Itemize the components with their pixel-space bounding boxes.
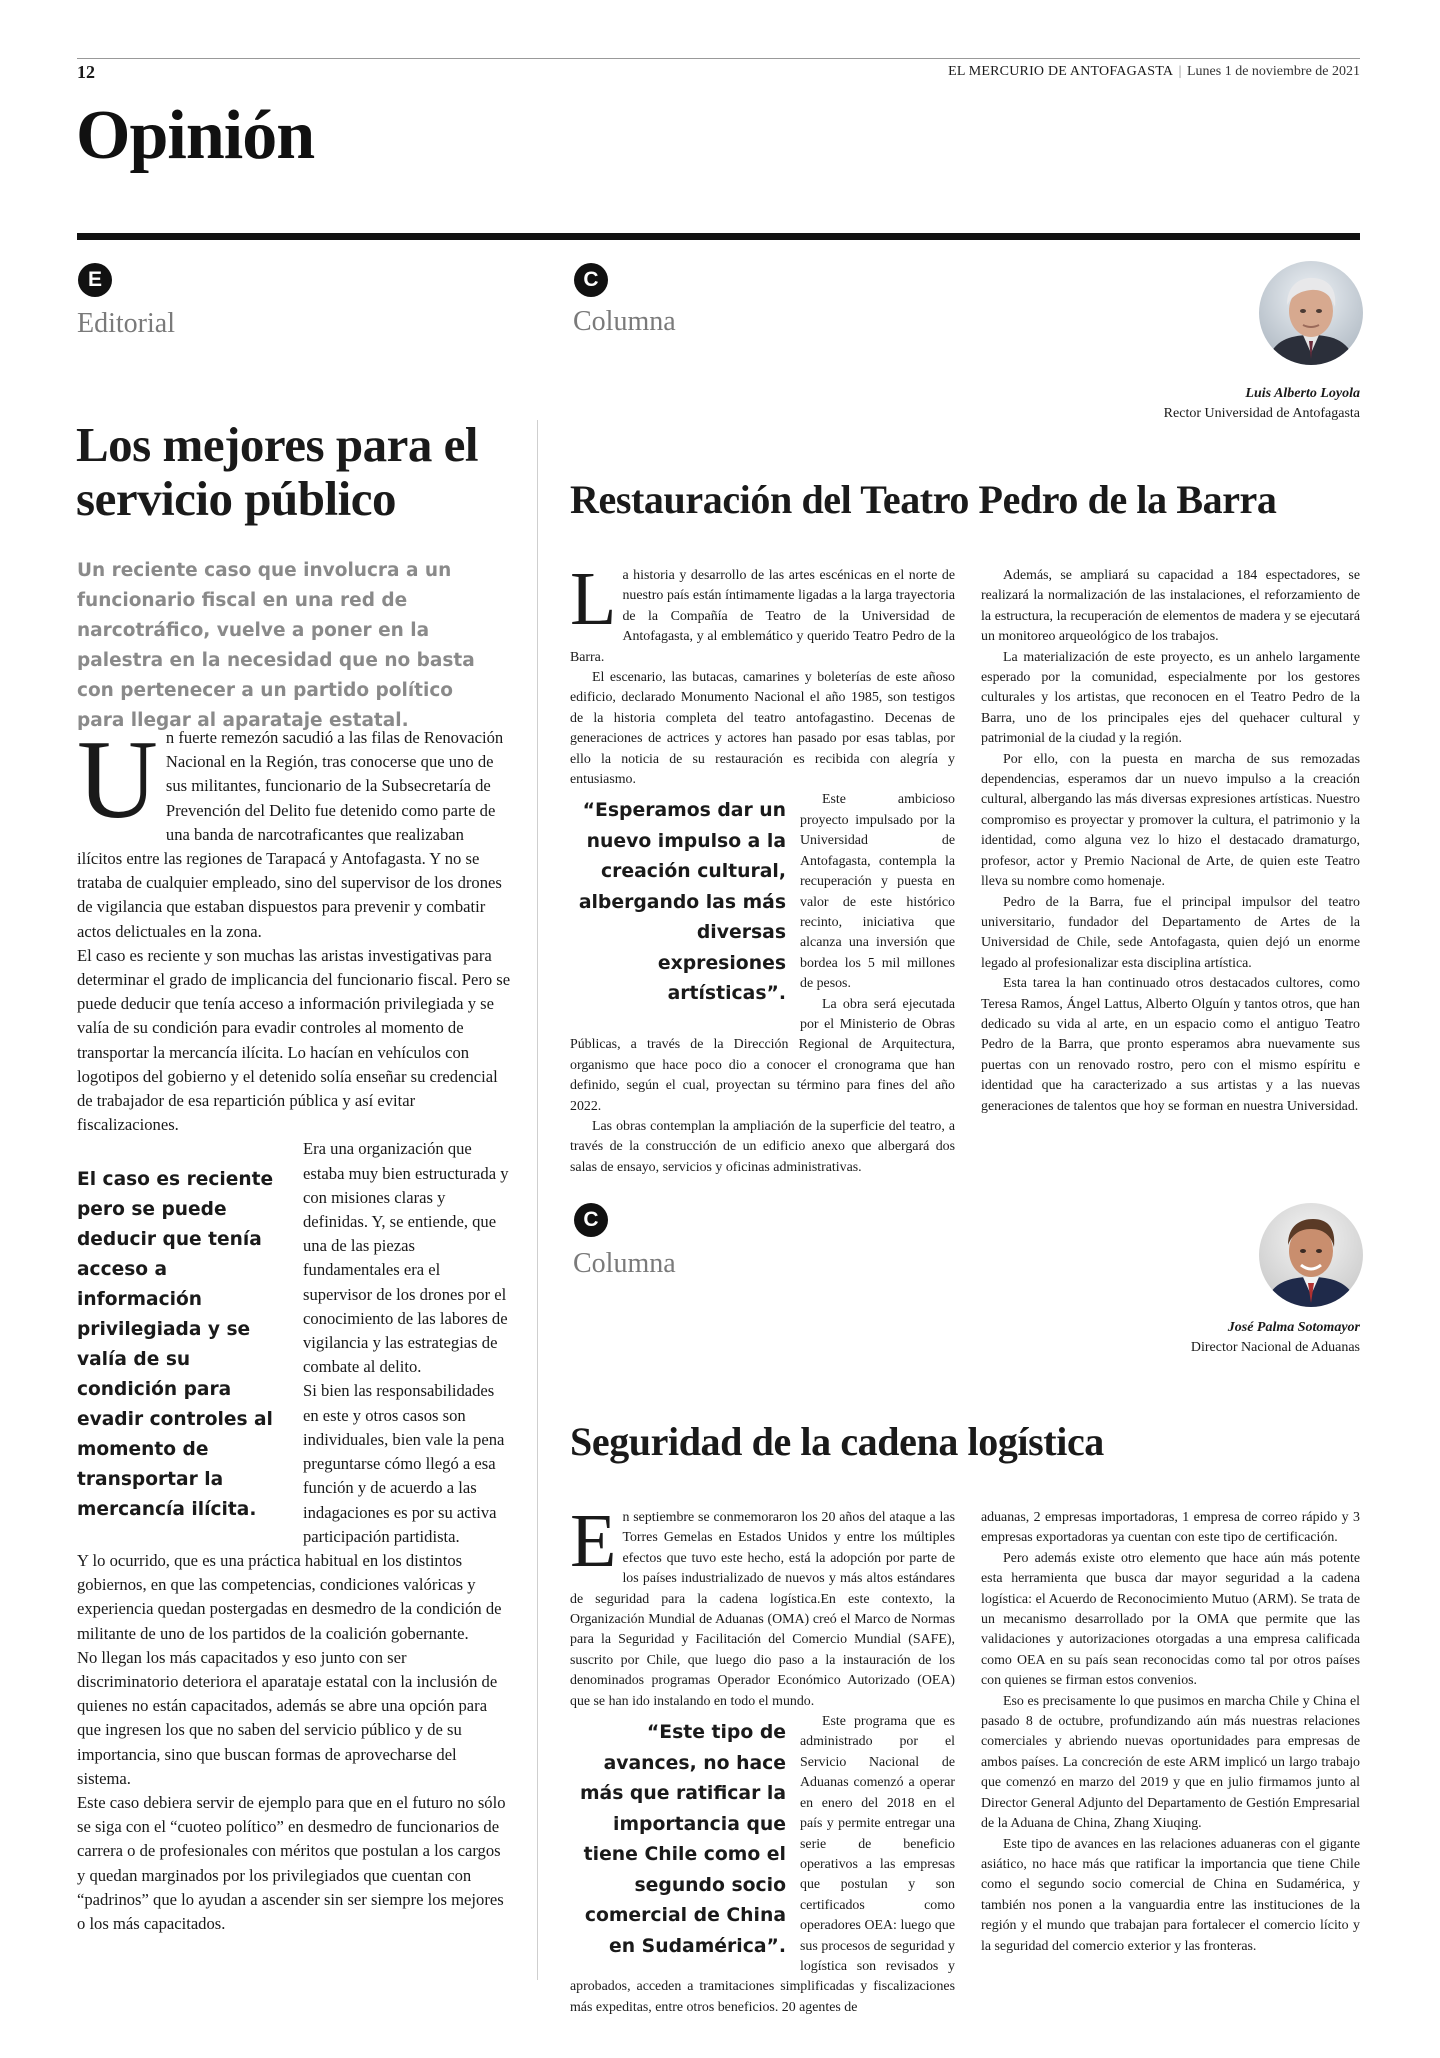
column2-label: Columna bbox=[573, 1248, 676, 1279]
editorial-pullquote: El caso es reciente pero se puede deducir que tenía acceso a información privilegiada y se valía de su condición para evadir controles al momento de transportar la mercancía ilícita. bbox=[77, 1169, 274, 1521]
column2-paragraph: Eso es precisamente lo que pusimos en marcha Chile y China el pasado 8 de octubre, profundizando aún más nuestras relaciones comerciales y abriendo nuevas oportunidades para empresas de ambos países. La concreción de este ARM implicó un largo trabajo que comenzó en marzo del 2019 y que en julio firmamos junto al Director General Adjunto del Departamento de Gestión Empresarial de la Aduana de China, Zhang Xiuqing. bbox=[981, 1693, 1360, 1832]
newspaper-name: EL MERCURIO DE ANTOFAGASTA bbox=[948, 64, 1174, 79]
column1-text-left bbox=[570, 557, 955, 1178]
editorial-paragraph: Era una organización que estaba muy bien estructurada y con misiones claras y definidas. Y, se entiende, que una de las piezas fundamentales era el supervisor de los drones por el conocimiento de las labores de vigilancia y las estrategias de combate al delito. bbox=[303, 1139, 509, 1377]
editorial-paragraph: n fuerte remezón sacudió a las filas de Renovación Nacional en la Región, tras conocerse que uno de sus militantes, funcionario de la Subsecretaría de Prevención del Delito fue detenido como parte de una banda de narcotraficantes que realizaban ilícitos entre las regiones de Tarapacá y Antofagasta. Y no se trataba de cualquier empleado, sino del supervisor de los drones de vigilancia que estaban dispuestos para prevenir y combatir actos delictuales en la zona. bbox=[77, 728, 504, 941]
column1-paragraph: Pedro de la Barra, fue el principal impulsor del teatro universitario, fundador del Departamento de Artes de la Universidad de Chile, sede Antofagasta, quien dejó un enorme legado al profesionalizar esta disciplina artística. bbox=[981, 894, 1360, 971]
column-divider bbox=[537, 420, 538, 1980]
editorial-dropcap: U bbox=[77, 718, 158, 842]
editorial-paragraph: Este caso debiera servir de ejemplo para que en el futuro no sólo se siga con el “cuoteo político” en desmedro de funcionarios de carrera o de profesionales con méritos que postulan a los cargos y quedan marginados por los privilegiados que cuentan con “padrinos” que lo ayudan a ascender sin ser siempre los mejores o los más capacitados. bbox=[77, 1792, 506, 1933]
editorial-body bbox=[77, 718, 511, 1936]
editorial-badge: E bbox=[78, 263, 112, 297]
section-title: Opinión bbox=[76, 97, 315, 174]
author-portrait-icon bbox=[1259, 1203, 1363, 1307]
column2-headline: Seguridad de la cadena logística bbox=[570, 1419, 1104, 1464]
column2-author-role: Director Nacional de Aduanas bbox=[1190, 1340, 1360, 1355]
column2-paragraph: Pero además existe otro elemento que hace aún más potente esta herramienta que busca dar mayor seguridad a la cadena logística: el Acuerdo de Reconocimiento Mutuo (ARM). Se trata de un mecanismo desarrollado por la OMA que permite que las validaciones y autorizaciones otorgadas a una empresa calificada como OEA en su país sean reconocidas como tal por otros países con quienes se firman estos convenios. bbox=[981, 1550, 1360, 1689]
column1-paragraph: Esta tarea la han continuado otros destacados cultores, como Teresa Ramos, Ángel Lattus, Alberto Olguín y tantos otros, que han dedicado su vida al arte, en un espacio como el antiguo Teatro Pedro de la Barra, que pronto esperamos abra nuevamente sus puertas con un renovado rostro, pero con el mismo espíritu e identidad que ha caracterizado a sus artistas y a las nuevas generaciones de talentos que hoy se forman en nuestra Universidad. bbox=[981, 976, 1360, 1114]
column1-paragraph: Además, se ampliará su capacidad a 184 espectadores, se realizará la normalización de las instalaciones, el reforzamiento de la estructura, la recuperación de elementos de madera y se ejecutará un monitoreo arqueológico de los trabajos. bbox=[981, 568, 1360, 645]
editorial-label: Editorial bbox=[77, 308, 175, 339]
editorial-paragraph: Y lo ocurrido, que es una práctica habitual en los distintos gobiernos, en que las competencias, condiciones valóricas y experiencia quedan postergadas en desmedro de la condición de militante de uno de los partidos de la coalición gobernante. bbox=[77, 1550, 502, 1643]
column1-paragraph: Por ello, con la puesta en marcha de sus remozadas dependencias, esperamos dar un nuevo impulso a la creación cultural, albergando las más diversas expresiones artísticas. Nuestro compromiso es proyectar y promover la cultura, el patrimonio y la identidad, como alguna vez lo hizo el destacado dramaturgo, profesor, actor y Premio Nacional de Arte, de quien este Teatro lleva su nombre como homenaje. bbox=[981, 751, 1360, 890]
column1-dropcap: L bbox=[570, 557, 617, 641]
editorial-lead: Un reciente caso que involucra a un funcionario fiscal en una red de narcotráfico, vuelve a poner en la palestra en la necesidad que no basta con pertenecer a un partido político para llegar al aparataje estatal. bbox=[77, 560, 475, 731]
editorial-paragraph: El caso es reciente y son muchas las aristas investigativas para determinar el grado de implicancia del funcionario fiscal. Pero se puede deducir que tenía acceso a información privilegiada y se valía de su condición para evadir controles al momento de transportar la mercancía ilícita. Lo hacían en vehículos con logotipos del gobierno y el detenido solía enseñar su credencial de trabajador de esa repartición pública y así evitar fiscalizaciones. bbox=[77, 945, 511, 1135]
page-number: 12 bbox=[77, 62, 95, 82]
column2-text-left bbox=[570, 1499, 955, 2018]
column1-pullquote: “Esperamos dar un nuevo impulso a la creación cultural, albergando las más diversas expresiones artísticas”. bbox=[578, 800, 786, 1005]
column1-paragraph: Las obras contemplan la ampliación de la superficie del teatro, a través de la construcción de un edificio anexo que albergará dos salas de ensayo, servicios y oficinas administrativas. bbox=[570, 1118, 955, 1175]
column1-paragraph: El escenario, las butacas, camarines y boleterías de este añoso edificio, declarado Monumento Nacional el año 1985, son testigos de la historia completa del teatro antofagastino. Decenas de generaciones de actrices y actores han pasado por esas tablas, por ello la noticia de su restauración es recibida con alegría y entusiasmo. bbox=[570, 670, 955, 788]
column1-badge: C bbox=[574, 263, 608, 297]
author-photo-loyola bbox=[1259, 261, 1363, 365]
editorial-paragraph: Si bien las responsabilidades en este y otros casos son individuales, bien vale la pena preguntarse cómo llegó a esa función y de acuerdo a las indagaciones es por su activa participación partidista. bbox=[303, 1381, 505, 1546]
column1-paragraph: a historia y desarrollo de las artes escénicas en el norte de nuestro país están íntimamente ligadas a la larga trayectoria de la Compañía de Teatro de la Universidad de Antofagasta, y al emblemático y querido Teatro Pedro de la Barra. bbox=[570, 568, 955, 665]
column1-author-name: Luis Alberto Loyola bbox=[1245, 386, 1360, 401]
column1-paragraph: La materialización de este proyecto, es un anhelo largamente esperado por la comunidad, especialmente por los gestores culturales y los artistas, que reconocen en el Teatro Pedro de la Barra, uno de los principales ejes del quehacer cultural y patrimonial de la ciudad y la región. bbox=[981, 649, 1360, 747]
column2-dropcap: E bbox=[570, 1499, 617, 1583]
column2-paragraph: Este tipo de avances en las relaciones aduaneras con el gigante asiático, no hace más que ratificar la importancia que tiene Chile como el segundo socio comercial de China en Sudamérica, y también nos ponen a la vanguardia entre las instituciones de la región y el mundo que trabajan para fortalecer el comercio lícito y la seguridad del comercio exterior y las fronteras. bbox=[981, 1836, 1360, 1954]
column2-paragraph: n septiembre se conmemoraron los 20 años del ataque a las Torres Gemelas en Estados Unidos y entre los múltiples efectos que tuvo este hecho, está la adopción por parte de los países industrializado de nuevos y más altos estándares de seguridad para la cadena logística.En este contexto, la Organización Mundial de Aduanas (OMA) creó el Marco de Normas para la Seguridad y Facilitación del Comercio Mundial (SAFE), suscrito por Chile, que luego dio paso a la instauración de los denominados programas Operador Económico Autorizado (OEA) que se han ido instalando en todo el mundo. bbox=[570, 1510, 955, 1709]
column2-badge: C bbox=[574, 1203, 608, 1237]
column2-author-name: José Palma Sotomayor bbox=[1227, 1320, 1360, 1335]
column2-text-right bbox=[981, 1508, 1360, 1957]
editorial-headline: Los mejores para el servicio público bbox=[76, 417, 478, 526]
column2-paragraph: aduanas, 2 empresas importadoras, 1 empresa de correo rápido y 3 empresas exportadoras ya cuentan con este tipo de certificación. bbox=[981, 1510, 1360, 1546]
masthead-separator: | bbox=[1178, 64, 1182, 79]
column2-pullquote: “Este tipo de avances, no hace más que ratificar la importancia que tiene Chile como el segundo socio comercial de China en Sudamérica”. bbox=[579, 1722, 786, 1957]
column1-label: Columna bbox=[573, 306, 676, 337]
issue-date: Lunes 1 de noviembre de 2021 bbox=[1186, 64, 1360, 79]
column1-headline: Restauración del Teatro Pedro de la Barra bbox=[570, 477, 1277, 522]
editorial-paragraph: No llegan los más capacitados y eso junto con ser discriminatorio deteriora el aparataje estatal con la inclusión de quienes no están capacitados, además se abre una opción para que ingresen los que no saben del servicio público y de su importancia, sino que buscan formas de aprovecharse del sistema. bbox=[77, 1647, 498, 1788]
column2-paragraph: Este programa que es administrado por el Servicio Nacional de Aduanas comenzó a operar en enero del 2018 en el país y permite entregar una serie de beneficio operativos a las empresas que postulan y son certificados como operadores OEA: luego que sus procesos de seguridad y logística son revisados y aprobados, acceden a tramitaciones simplificadas y fiscalizaciones más expeditas, entre otros beneficios. 20 agentes de bbox=[570, 1714, 955, 2015]
author-photo-palma bbox=[1259, 1203, 1363, 1307]
section-rule bbox=[77, 233, 1360, 240]
masthead bbox=[948, 64, 1360, 80]
column1-text-right bbox=[981, 566, 1360, 1117]
column1-author-role: Rector Universidad de Antofagasta bbox=[1163, 406, 1360, 421]
author-portrait-icon bbox=[1259, 261, 1363, 365]
column1-paragraph: La obra será ejecutada por el Ministerio de Obras Públicas, a través de la Dirección Regional de Arquitectura, organismo que hace poco dio a conocer el cronograma que han definido, según el cual, proyectan su término para fines del año 2022. bbox=[570, 996, 955, 1114]
top-rule bbox=[77, 58, 1360, 59]
column1-paragraph: Este ambicioso proyecto impulsado por la Universidad de Antofagasta, contempla la recuperación y puesta en valor de este histórico recinto, iniciativa que alcanza una inversión que bordea los 5 mil millones de pesos. bbox=[800, 792, 955, 992]
